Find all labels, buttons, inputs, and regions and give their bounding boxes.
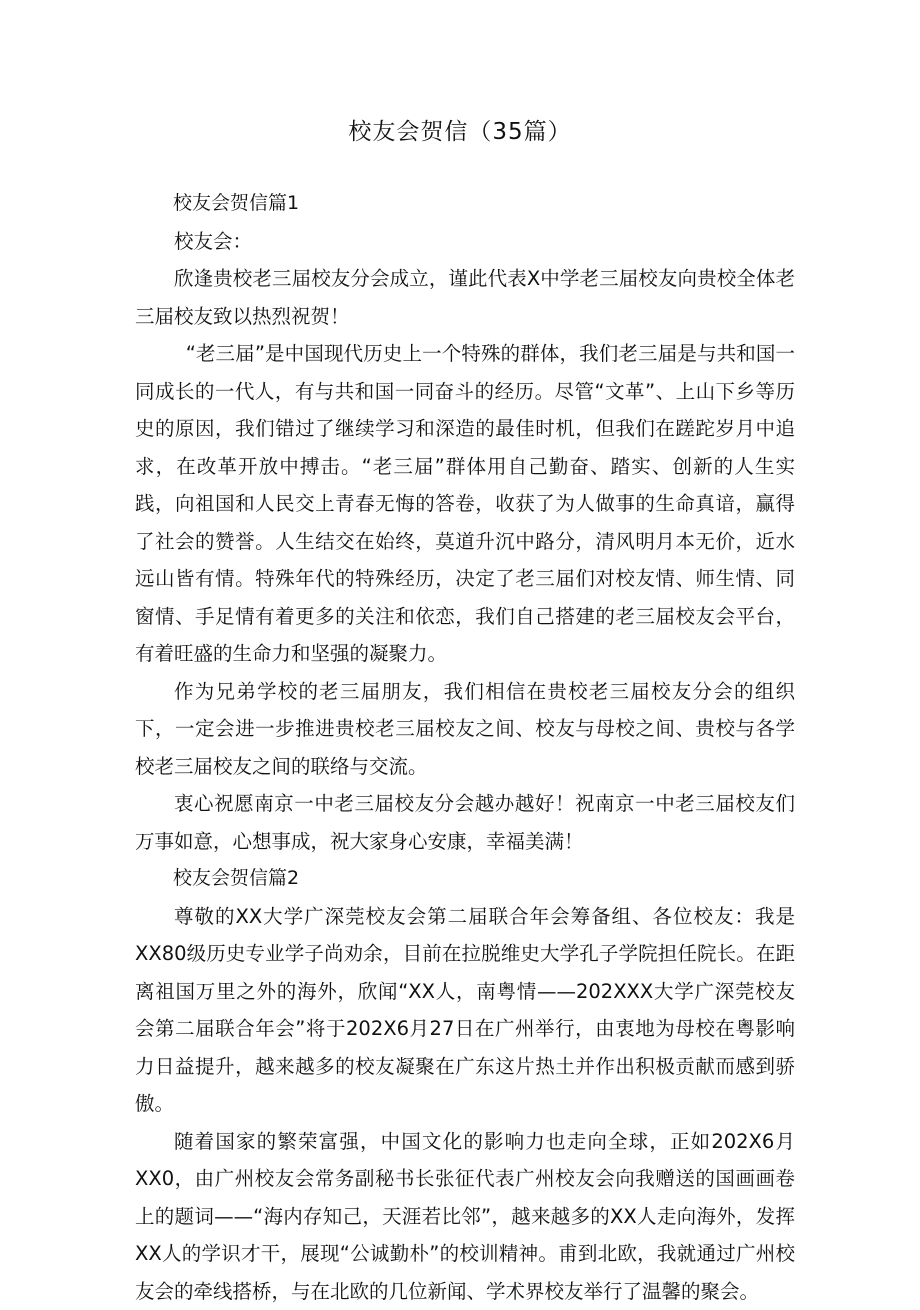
paragraph: 尊敬的XX大学广深莞校友会第二届联合年会筹备组、各位校友：我是XX80级历史专业学子尚劝余，目前在拉脱维史大学孔子学院担任院长。在距离祖国万里之外的海外，欣闻“XX人，南粤情——202XXX大学广深莞校友会第二届联合年会”将于202X6月27日在广州举行，由衷地为母校在粤影响力日益提升，越来越多的校友凝聚在广东这片热土并作出积极贡献而感到骄傲。: [135, 898, 795, 1123]
salutation: 校友会：: [135, 223, 795, 261]
document-body: [135, 185, 795, 1310]
section-heading-2: 校友会贺信篇2: [135, 860, 795, 898]
paragraph: 欣逢贵校老三届校友分会成立，谨此代表X中学老三届校友向贵校全体老三届校友致以热烈祝贺！: [135, 260, 795, 335]
section-heading-1: 校友会贺信篇1: [135, 185, 795, 223]
paragraph: 作为兄弟学校的老三届朋友，我们相信在贵校老三届校友分会的组织下，一定会进一步推进贵校老三届校友之间、校友与母校之间、贵校与各学校老三届校友之间的联络与交流。: [135, 673, 795, 786]
paragraph: 衷心祝愿南京一中老三届校友分会越办越好！祝南京一中老三届校友们万事如意，心想事成，祝大家身心安康，幸福美满！: [135, 785, 795, 860]
document-title: 校友会贺信（35篇）: [0, 112, 920, 152]
paragraph: 随着国家的繁荣富强，中国文化的影响力也走向全球，正如202X6月XX0，由广州校友会常务副秘书长张征代表广州校友会向我赠送的国画画卷上的题词——“海内存知己，天涯若比邻”，越来越多的XX人走向海外，发挥XX人的学识才干，展现“公诚勤朴”的校训精神。甫到北欧，我就通过广州校友会的牵线搭桥，与在北欧的几位新闻、学术界校友举行了温馨的聚会。: [135, 1123, 795, 1310]
paragraph: “老三届”是中国现代历史上一个特殊的群体，我们老三届是与共和国一同成长的一代人，有与共和国一同奋斗的经历。尽管“文革”、上山下乡等历史的原因，我们错过了继续学习和深造的最佳时机，但我们在蹉跎岁月中追求，在改革开放中搏击。“老三届”群体用自己勤奋、踏实、创新的人生实践，向祖国和人民交上青春无悔的答卷，收获了为人做事的生命真谙，赢得了社会的赞誉。人生结交在始终，莫道升沉中路分，清风明月本无价，近水远山皆有情。特殊年代的特殊经历，决定了老三届们对校友情、师生情、同窗情、手足情有着更多的关注和依恋，我们自己搭建的老三届校友会平台，有着旺盛的生命力和坚强的凝聚力。: [135, 335, 795, 673]
